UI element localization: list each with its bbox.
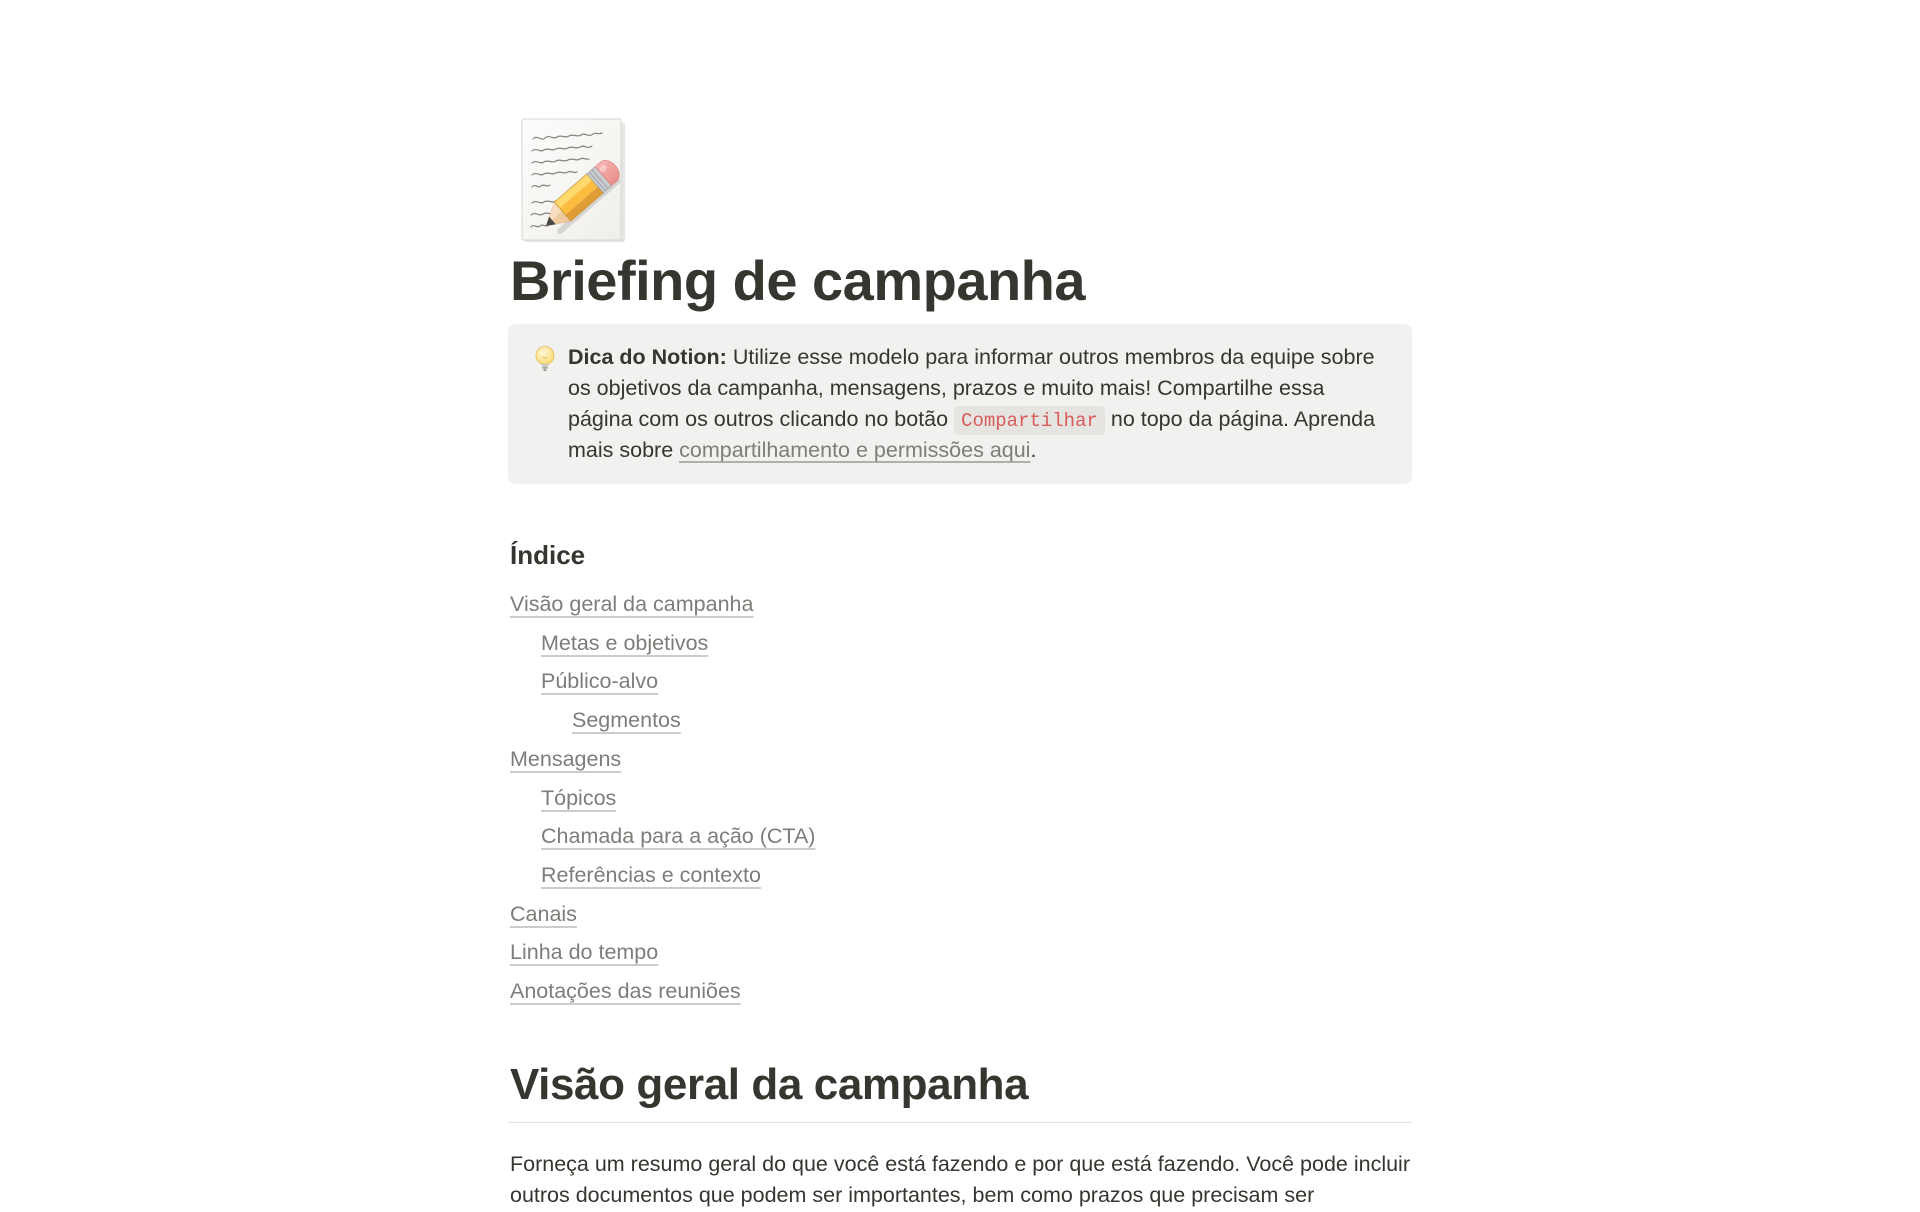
toc-link-linha-do-tempo[interactable]: Linha do tempo: [510, 940, 659, 965]
callout-bold-label: Dica do Notion:: [568, 345, 727, 369]
toc-link-visao-geral-da-campanha[interactable]: Visão geral da campanha: [510, 592, 754, 616]
toc-item: [510, 779, 1412, 818]
toc-item: [510, 662, 1412, 701]
toc-link-publico-alvo[interactable]: Público-alvo: [541, 669, 659, 694]
toc-heading: Índice: [510, 540, 586, 570]
toc-link-mensagens[interactable]: Mensagens: [510, 746, 622, 771]
toc-link-topicos[interactable]: Tópicos: [541, 785, 617, 810]
toc-item: [510, 933, 1412, 972]
light-bulb-icon: [532, 345, 558, 372]
toc-item: [510, 740, 1412, 779]
toc-link-canais[interactable]: Canais: [510, 901, 577, 926]
toc-item: [510, 585, 1412, 624]
section-heading-overview: Visão geral da campanha: [510, 1059, 1029, 1109]
page-content-column: [508, 0, 1412, 1212]
callout-text: no topo da página. Aprenda mais sobre: [568, 407, 1376, 462]
toc-item: [510, 972, 1412, 1011]
toc-item: [510, 856, 1412, 895]
toc-item: [510, 624, 1412, 663]
callout-text: Utilize esse modelo para informar outros membros da equipe sobre os objetivos da campanha, mensagens, prazos e muito mais! Compartilhe essa página com os outros clicando no botão: [568, 345, 1375, 431]
toc-link-segmentos[interactable]: Segmentos: [572, 708, 681, 733]
toc-link-referencias-e-contexto[interactable]: Referências e contexto: [541, 862, 761, 887]
table-of-contents: [510, 585, 1412, 1011]
toc-link-anotacoes-das-reunioes[interactable]: Anotações das reuniões: [510, 979, 741, 1004]
toc-item: [510, 895, 1412, 934]
overview-paragraph: Forneça um resumo geral do que você está fazendo e por que está fazendo. Você pode incluir outros documentos que podem ser importantes, bem como prazos que precisam ser: [510, 1151, 1410, 1208]
toc-item: [510, 701, 1412, 740]
page-memo-pencil-icon[interactable]: [516, 117, 628, 244]
toc-item: [510, 817, 1412, 856]
divider: [508, 1122, 1412, 1123]
toc-link-metas-e-objetivos[interactable]: Metas e objetivos: [541, 630, 709, 655]
page-title[interactable]: Briefing de campanha: [510, 249, 1086, 312]
sharing-permissions-link[interactable]: compartilhamento e permissões aqui: [679, 438, 1031, 462]
toc-link-chamada-para-a-acao-cta[interactable]: Chamada para a ação (CTA): [541, 824, 816, 849]
share-button-code-mention: Compartilhar: [954, 406, 1105, 435]
callout-rich-text: [568, 342, 1380, 466]
notion-tip-callout: [508, 324, 1412, 484]
callout-text: .: [1030, 438, 1037, 462]
